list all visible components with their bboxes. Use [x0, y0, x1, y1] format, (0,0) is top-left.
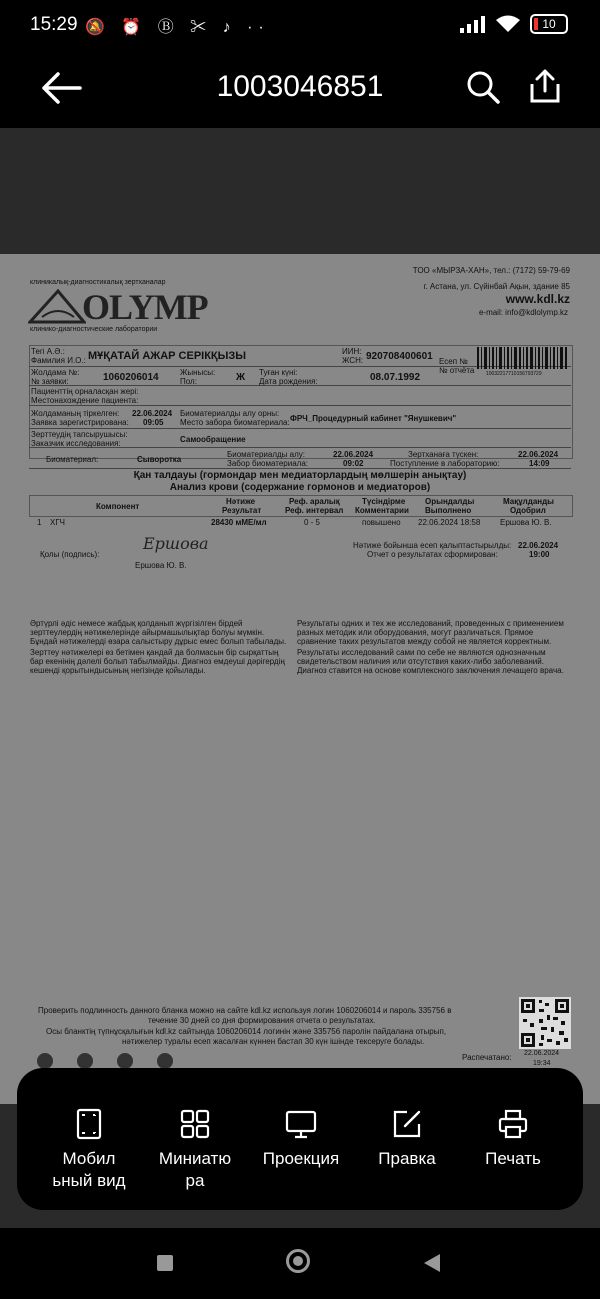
printed-time: 19:34	[533, 1060, 551, 1067]
note-ru-line: Диагноз ставится на основе комплексного заключения лечащего врача.	[297, 666, 564, 675]
company-site: www.kdl.kz	[505, 292, 570, 306]
status-time: 15:29	[30, 14, 78, 35]
location-label-ru: Местонахождение пациента:	[31, 396, 139, 405]
qr-code-icon	[519, 997, 571, 1049]
grid-icon	[179, 1108, 211, 1140]
col-approved-ru: Одобрил	[510, 506, 546, 515]
projection-label: Проекция	[262, 1149, 340, 1168]
company-email: e-mail: info@kdlolymp.kz	[478, 308, 568, 317]
customer: Самообращение	[180, 435, 246, 444]
note-kz-line: Зерттеу нәтижелері өз бетімен қандай да болмасын бір сырқаттың	[30, 648, 279, 657]
col-result-ru: Результат	[222, 506, 262, 515]
thumbnails-label-1: Миниатю	[158, 1149, 232, 1168]
verify-text-kz-2: нәтижелер туралы есеп жасалған күннен бастап 30 күн ішінде тексеруге болады.	[122, 1037, 425, 1046]
col-done-ru: Выполнено	[425, 506, 472, 515]
mobile-view-icon	[73, 1108, 105, 1140]
projection-button[interactable]	[246, 1108, 356, 1170]
reg-label-ru: Заявка зарегистрирована:	[31, 418, 129, 427]
signature: Ершова	[143, 534, 209, 553]
monitor-icon	[285, 1108, 317, 1140]
patient-name: МҰҚАТАЙ АЖАР СЕРІКҚЫЗЫ	[88, 350, 247, 362]
iin-label-ru: ЖСН:	[342, 356, 364, 365]
take-date: 22.06.2024	[333, 450, 374, 459]
edit-button[interactable]	[352, 1108, 462, 1170]
share-icon[interactable]	[528, 68, 562, 104]
verify-text-ru-2: течение 30 дней со дня формирования отчета о результатах.	[148, 1016, 376, 1025]
note-kz-line: Әртүрлі әдіс немесе жабдық қолданып жүргізілген бірдей	[30, 619, 243, 628]
col-approved-kz: Мақұлданды	[503, 497, 555, 506]
mobile-view-label-2: ьный вид	[52, 1171, 126, 1190]
barcode-icon	[477, 347, 569, 369]
patient-sex: Ж	[236, 372, 246, 383]
status-right	[460, 14, 568, 34]
row-number: 1	[37, 518, 42, 527]
take-label-ru: Забор биоматериала:	[227, 459, 308, 468]
lab-name-kz: клиникалық-диагностикалық зертханалар	[30, 279, 166, 286]
analysis-title-kz: Қан талдауы (гормондар мен медиаторлардың мөлшерін анықтау)	[133, 470, 467, 481]
company-address: г. Астана, ул. Сүйінбай Ақын, здание 85	[423, 282, 570, 291]
recents-icon[interactable]	[157, 1255, 173, 1271]
fio-label-ru: Фамилия И.О.:	[31, 356, 86, 365]
col-comment-ru: Комментарии	[355, 506, 409, 515]
thumbnails-label-2: ра	[185, 1171, 205, 1190]
note-kz-line: кешенді қорытындысының негізінде қойылады.	[30, 666, 206, 675]
notification-icons: 🔕 ⏰ Ⓑ ✂ ♪ ··	[85, 19, 270, 36]
bio-label: Биоматериал:	[46, 455, 99, 464]
take-time: 09:02	[343, 459, 364, 468]
formed-label-ru: Отчет о результатах сформирован:	[367, 550, 498, 559]
printed-date: 22.06.2024	[524, 1050, 560, 1057]
col-component: Компонент	[96, 502, 140, 511]
printed-label: Распечатано:	[462, 1053, 512, 1062]
row-comment: повышено	[362, 518, 401, 527]
place-label-ru: Место забора биоматериала:	[180, 418, 290, 427]
printer-icon	[497, 1108, 529, 1140]
search-icon[interactable]	[466, 70, 500, 104]
arrive-label-ru: Поступление в лабораторию:	[390, 459, 500, 468]
reg-label-kz: Жолдаманың тіркелген:	[31, 409, 120, 418]
document-page[interactable]	[0, 254, 600, 1104]
note-ru-line: сравнение таких результатов между собой не является корректным.	[297, 637, 552, 646]
col-done-kz: Орындалды	[425, 497, 475, 506]
row-approved: Ершова Ю. В.	[500, 518, 552, 527]
print-label: Печать	[485, 1149, 541, 1168]
signal-icon	[460, 15, 486, 33]
biomaterial: Сыворотка	[137, 455, 182, 464]
system-nav-bar	[0, 1228, 600, 1299]
col-ref-kz: Реф. аралық	[289, 497, 340, 506]
customer-label-kz: Зерттеудің тапсырушысы:	[31, 430, 128, 439]
arrive-time: 14:09	[529, 459, 550, 468]
print-button[interactable]	[458, 1108, 568, 1170]
arrive-label-kz: Зертханаға түскен:	[408, 450, 479, 459]
report-label-kz: Есеп №	[439, 357, 468, 366]
customer-label-ru: Заказчик исследования:	[31, 439, 121, 448]
logo-mark-icon	[28, 287, 86, 325]
location-label-kz: Пациенттің орналасқан жері:	[31, 387, 139, 396]
row-ref: 0 - 5	[304, 518, 321, 527]
note-kz-line: зерттеулердің нәтижелерінде айырмашылықтар болуы мүмкін.	[30, 628, 265, 637]
note-kz-line: бар екенінің дәлелі болып табылмайды. Диагноз емдеуші дәрігердің	[30, 657, 285, 666]
row-component: ХГЧ	[50, 518, 65, 527]
dob-label-kz: Туған күні:	[259, 368, 298, 377]
company-info: ТОО «МЫРЗА-ХАН», тел.: (7172) 59-79-69	[412, 266, 570, 275]
order-number: 1060206014	[103, 372, 159, 383]
thumbnails-button[interactable]	[140, 1108, 250, 1192]
col-ref-ru: Реф. интервал	[285, 506, 344, 515]
home-icon[interactable]	[286, 1249, 310, 1273]
collection-place: ФРЧ_Процедурный кабинет "Янушкевич"	[290, 414, 457, 423]
app-toolbar	[0, 52, 600, 128]
document-title: 1003046851	[216, 70, 384, 103]
award-stars-icon	[30, 1049, 190, 1069]
signer-name: Ершова Ю. В.	[135, 561, 187, 570]
note-ru-line: свидетельством наличия или отсутствия каких-либо заболеваний.	[297, 657, 544, 666]
col-result-kz: Нәтиже	[226, 497, 256, 506]
lab-name-ru: клинико-диагностические лаборатории	[30, 326, 158, 333]
order-label-ru: № заявки:	[31, 377, 69, 386]
formed-time: 19:00	[529, 550, 550, 559]
reg-time: 09:05	[143, 418, 164, 427]
formed-date: 22.06.2024	[518, 541, 559, 550]
patient-iin: 920708400601	[366, 351, 433, 362]
dob-label-ru: Дата рождения:	[259, 377, 318, 386]
signature-label: Қолы (подпись):	[40, 550, 100, 559]
edit-icon	[391, 1108, 423, 1140]
place-label-kz: Биоматериалды алу орны:	[180, 409, 280, 418]
fio-label-kz: Тегі А.Ә.:	[31, 347, 65, 356]
analysis-title-ru: Анализ крови (содержание гормонов и медиаторов)	[169, 482, 431, 493]
sex-label-kz: Жынысы:	[180, 368, 216, 377]
wifi-icon	[496, 15, 520, 33]
formed-label-kz: Нәтиже бойынша есеп қалыптастырылды:	[353, 541, 512, 550]
note-ru-line: Результаты одних и тех же исследований, проведенных с применением	[297, 619, 564, 628]
logo-text: OLYMP	[82, 287, 208, 327]
note-kz-line: Бұндай нәтижелерді өзара салыстыру дұрыс емес болып табылады.	[30, 637, 287, 646]
nav-back-icon[interactable]	[424, 1254, 440, 1272]
verify-text-ru: Проверить подлинность данного бланка можно на сайте kdl.kz используя логин 1060206014 и пароль 335756 в	[38, 1006, 452, 1015]
take-label-kz: Биоматериалды алу:	[227, 450, 305, 459]
sex-label-ru: Пол:	[180, 377, 197, 386]
mobile-view-button[interactable]	[34, 1108, 144, 1192]
note-ru-line: разных методик или оборудования, могут различаться. Прямое	[297, 628, 534, 637]
status-bar	[0, 0, 600, 52]
patient-dob: 08.07.1992	[370, 372, 421, 383]
report-label-ru: № отчёта	[439, 366, 475, 375]
edit-label: Правка	[378, 1149, 436, 1168]
arrive-date: 22.06.2024	[518, 450, 559, 459]
battery-icon: 10	[530, 14, 568, 34]
row-done: 22.06.2024 18:58	[418, 518, 481, 527]
action-sheet	[17, 1068, 583, 1210]
row-result: 28430 мМЕ/мл	[211, 518, 267, 527]
order-label-kz: Жолдама №:	[31, 368, 80, 377]
barcode-number: 1003221771015679372​9	[486, 371, 542, 377]
verify-text-kz: Осы бланктің түпнұсқалығын kdl.kz сайтында 1060206014 логинін және 335756 паролін пайдалана отырып,	[46, 1027, 447, 1036]
reg-date: 22.06.2024	[132, 409, 173, 418]
note-ru-line: Результаты исследований сами по себе не являются однозначным	[297, 648, 546, 657]
col-comment-kz: Түсіндірме	[362, 497, 406, 506]
iin-label-kz: ИИН:	[342, 347, 362, 356]
mobile-view-label-1: Мобил	[62, 1149, 116, 1168]
